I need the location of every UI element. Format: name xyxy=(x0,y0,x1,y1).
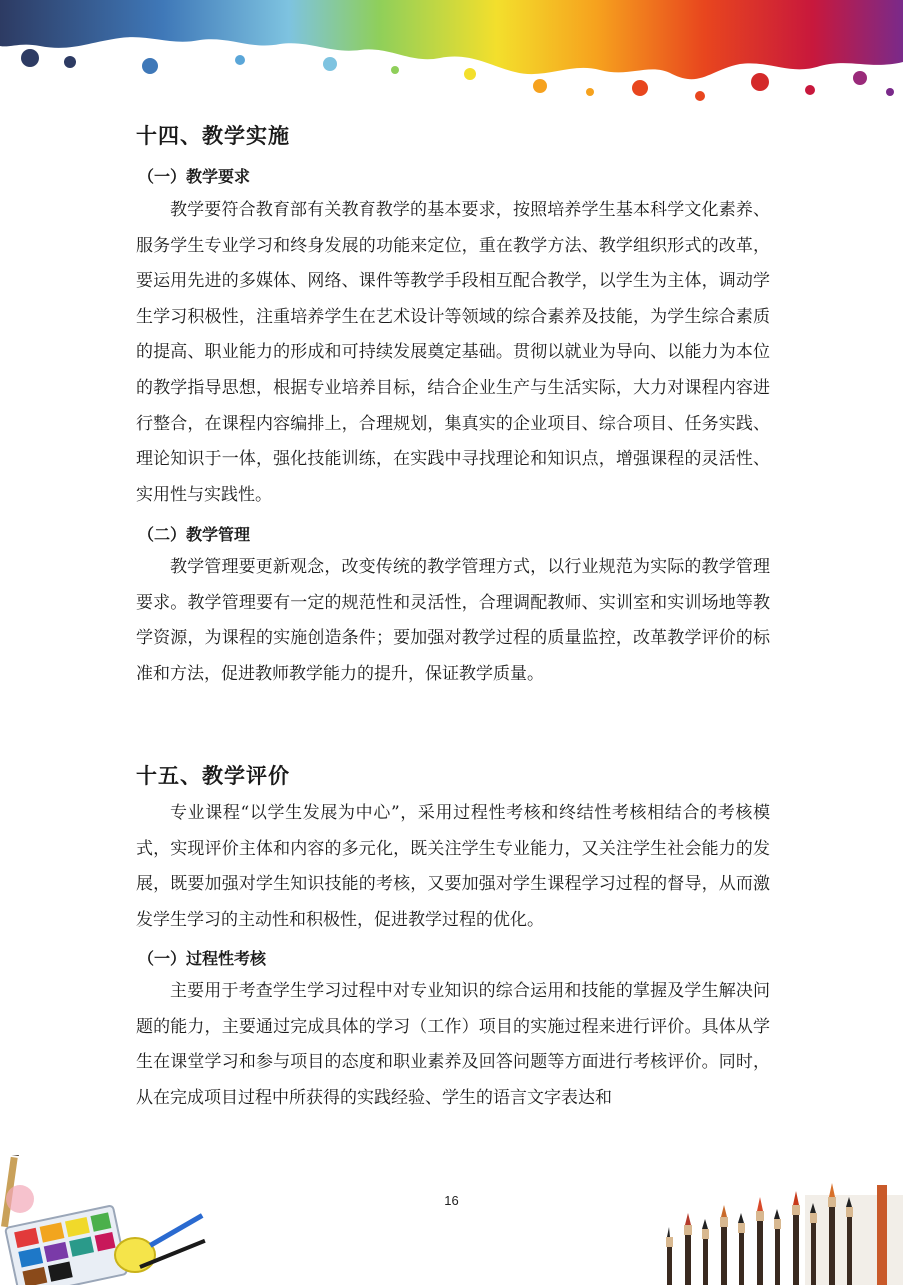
paint-brushes-icon xyxy=(655,1175,903,1285)
section-15-1-heading: （一）过程性考核 xyxy=(138,949,267,968)
section-15-heading: 十五、教学评价 xyxy=(136,763,290,788)
section-14-1-paragraph: 教学要符合教育部有关教育教学的基本要求，按照培养学生基本科学文化素养、服务学生专业学习和终身发展的功能来定位，重在教学方法、教学组织形式的改革，要运用先进的多媒体、网络、课件等教学手段相互配合教学，以学生为主体，调动学生学习积极性，注重培养学生在艺术设计等领域的综合素养及技能，为学生综合素质的提高、职业能力的形成和可持续发展奠定基础。贯彻以就业为导向、以能力为本位的教学指导思想，根据专业培养目标，结合企业生产与生活实际，大力对课程内容进行整合，在课程内容编排上，合理规划，集真实的企业项目、综合项目、任务实践、理论知识于一体，强化技能训练，在实践中寻找理论和知识点，增强课程的灵活性、实用性与实践性。 xyxy=(136,200,770,505)
section-15-intro-paragraph: 专业课程“以学生发展为中心”，采用过程性考核和终结性考核相结合的考核模式，实现评价主体和内容的多元化，既关注学生专业能力，又关注学生社会能力的发展，既要加强对学生知识技能的考核，又要加强对学生课程学习过程的督导，从而激发学生学习的主动性和积极性，促进教学过程的优化。 xyxy=(136,803,770,930)
page-number: 16 xyxy=(444,1193,459,1208)
section-14-1-heading: （一）教学要求 xyxy=(138,167,251,186)
section-14-2-paragraph: 教学管理要更新观念，改变传统的教学管理方式，以行业规范为实际的教学管理要求。教学管理要有一定的规范性和灵活性，合理调配教师、实训室和实训场地等教学资源，为课程的实施创造条件；要加强对教学过程的质量监控，改革教学评价的标准和方法，促进教师教学能力的提升，保证教学质量。 xyxy=(136,557,770,684)
watercolor-palette-icon xyxy=(0,1155,210,1285)
section-14-heading: 十四、教学实施 xyxy=(136,123,290,148)
paint-splash-banner xyxy=(0,0,903,105)
section-15-1-paragraph: 主要用于考查学生学习过程中对专业知识的综合运用和技能的掌握及学生解决问题的能力，主要通过完成具体的学习（工作）项目的实施过程来进行评价。具体从学生在课堂学习和参与项目的态度和职业素养及回答问题等方面进行考核评价。同时，从在完成项目过程中所获得的实践经验、学生的语言文字表达和 xyxy=(136,981,770,1108)
section-14-2-heading: （二）教学管理 xyxy=(138,525,251,544)
